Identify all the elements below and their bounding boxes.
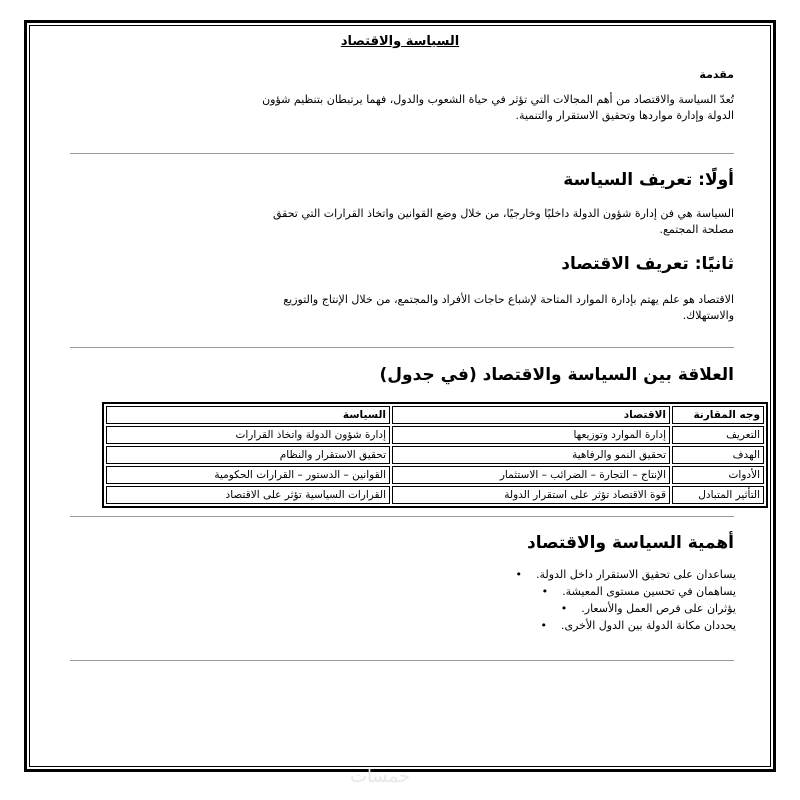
intro-heading: مقدمة	[699, 68, 734, 81]
politics-definition-heading: أولًا: تعريف السياسة	[563, 170, 734, 190]
economy-line-2: والاستهلاك.	[682, 309, 734, 322]
table-cell: التعريف	[672, 426, 764, 444]
watermark: خمسات	[350, 766, 411, 787]
table-cell: إدارة الموارد وتوزيعها	[392, 426, 670, 444]
table-row	[106, 426, 764, 444]
document-title: السياسة والاقتصاد	[340, 34, 460, 49]
table-cell: التأثير المتبادل	[672, 486, 764, 504]
table-cell: القوانين – الدستور – القرارات الحكومية	[106, 466, 390, 484]
table-cell: تحقيق النمو والرفاهية	[392, 446, 670, 464]
economy-line-1: الاقتصاد هو علم يهتم بإدارة الموارد المتاحة لإشباع حاجات الأفراد والمجتمع، من خلال الإنتاج والتوزيع	[283, 293, 734, 306]
comparison-table	[102, 402, 768, 508]
table-header-cell: الاقتصاد	[392, 406, 670, 424]
table-cell: قوة الاقتصاد تؤثر على استقرار الدولة	[392, 486, 670, 504]
economy-definition-paragraph	[54, 292, 734, 324]
importance-list	[516, 566, 736, 634]
politics-line-2: مصلحة المجتمع.	[659, 223, 734, 236]
table-cell: الأدوات	[672, 466, 764, 484]
table-cell: الإنتاج – التجارة – الضرائب – الاستثمار	[392, 466, 670, 484]
relation-heading: العلاقة بين السياسة والاقتصاد (في جدول)	[379, 365, 734, 385]
section-divider	[70, 516, 734, 517]
intro-paragraph	[54, 92, 734, 124]
politics-definition-paragraph	[54, 206, 734, 238]
table-cell: الهدف	[672, 446, 764, 464]
table-cell: إدارة شؤون الدولة واتخاذ القرارات	[106, 426, 390, 444]
table-row	[106, 446, 764, 464]
table-cell: تحقيق الاستقرار والنظام	[106, 446, 390, 464]
section-divider	[70, 660, 734, 661]
table-row	[106, 466, 764, 484]
list-item: يحددان مكانة الدولة بين الدول الأخرى. •	[516, 617, 736, 634]
section-divider	[70, 153, 734, 154]
economy-definition-heading: ثانيًا: تعريف الاقتصاد	[561, 254, 734, 274]
importance-heading: أهمية السياسة والاقتصاد	[527, 533, 734, 553]
table-header-cell: وجه المقارنة	[672, 406, 764, 424]
table-header-cell: السياسة	[106, 406, 390, 424]
list-item: يساهمان في تحسين مستوى المعيشة. •	[516, 583, 736, 600]
politics-line-1: السياسة هي فن إدارة شؤون الدولة داخليًا وخارجيًا، من خلال وضع القوانين واتخاذ القرارات التي تحقق	[272, 207, 734, 220]
document-page	[30, 26, 770, 766]
list-item: يساعدان على تحقيق الاستقرار داخل الدولة. •	[516, 566, 736, 583]
intro-line-1: تُعدّ السياسة والاقتصاد من أهم المجالات التي تؤثر في حياة الشعوب والدول، فهما يرتبطان بتنظيم شؤون	[262, 93, 734, 106]
intro-line-2: الدولة وإدارة مواردها وتحقيق الاستقرار والتنمية.	[515, 109, 734, 122]
table-row	[106, 486, 764, 504]
table-cell: القرارات السياسية تؤثر على الاقتصاد	[106, 486, 390, 504]
section-divider	[70, 347, 734, 348]
table-header-row	[106, 406, 764, 424]
list-item: يؤثران على فرص العمل والأسعار. •	[516, 600, 736, 617]
